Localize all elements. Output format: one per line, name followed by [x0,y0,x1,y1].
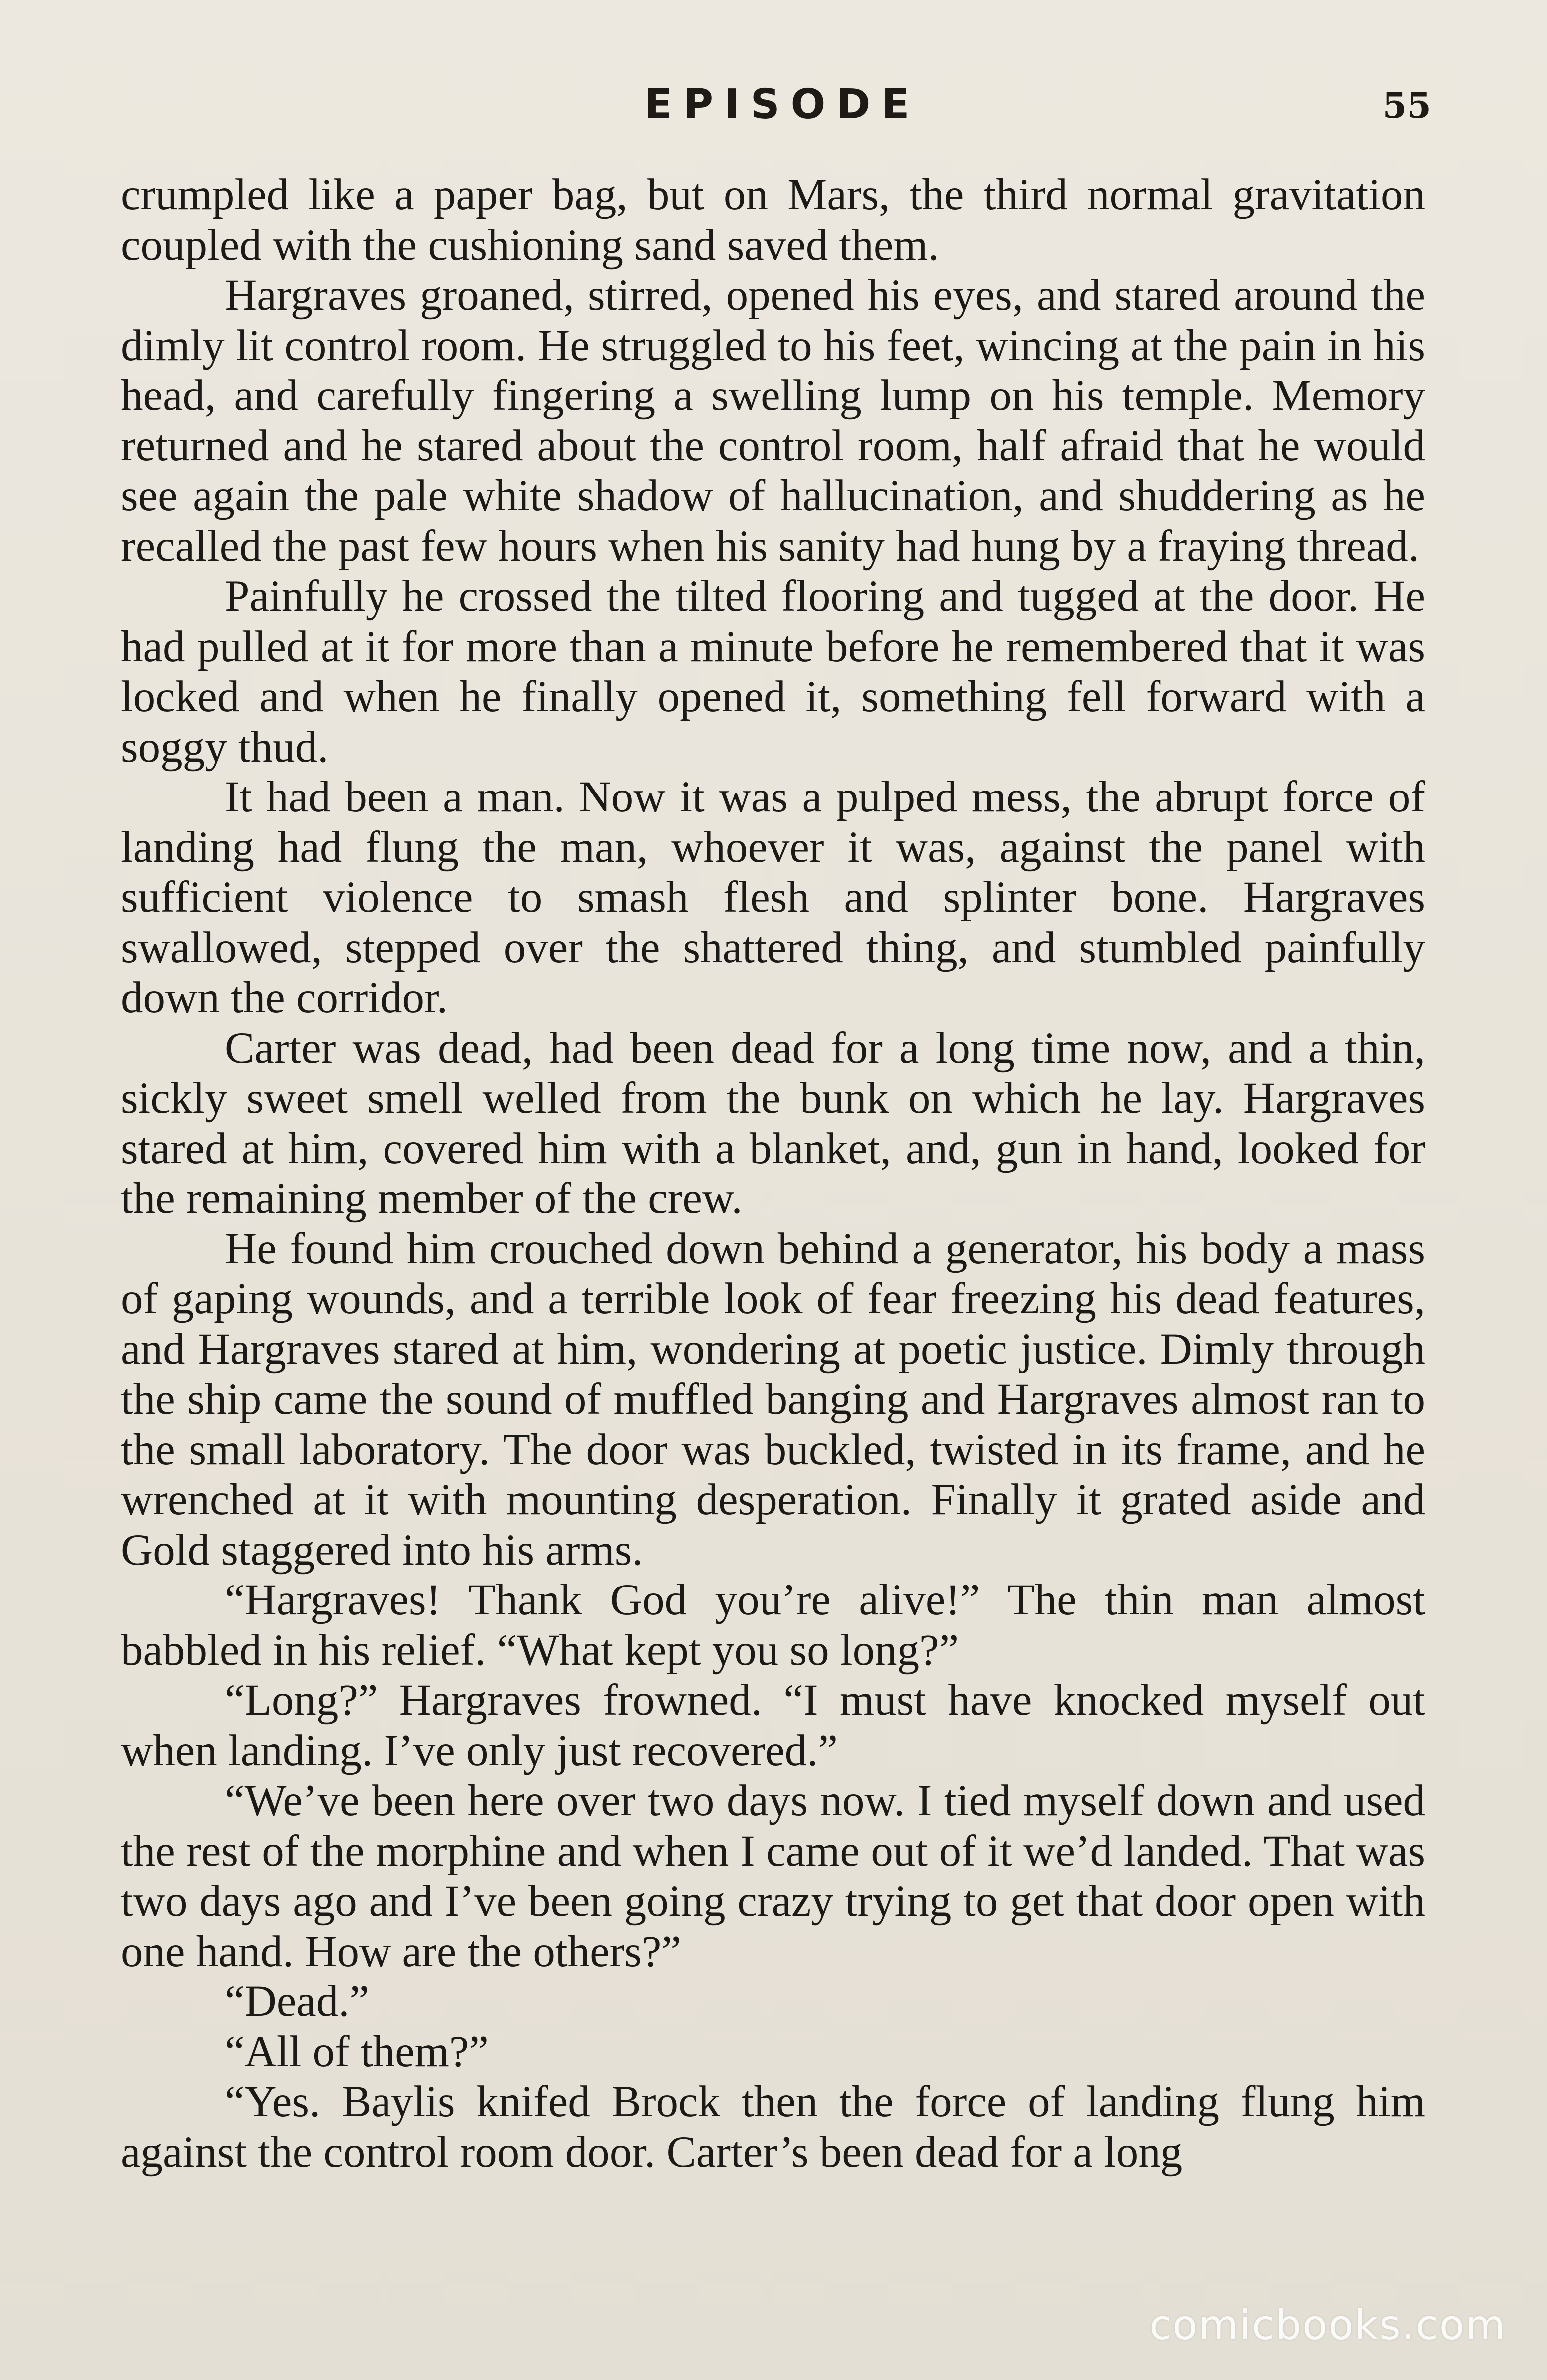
paragraph: Carter was dead, had been dead for a long time now, and a thin, sickly sweet smell welled from the bunk on which he lay. Hargraves stared at him, covered him with a blanket, and, gun in hand, looked for the remaining member of the crew. [121,1023,1425,1223]
paragraph: Hargraves groaned, stirred, opened his eyes, and stared around the dimly lit control room. He struggled to his feet, wincing at the pain in his head, and carefully fingering a swelling lump on his temple. Memory returned and he stared about the control room, half afraid that he would see again the pale white shadow of hallucination, and shuddering as he recalled the past few hours when his sanity had hung by a fraying thread. [121,271,1425,571]
paragraph: “Yes. Baylis knifed Brock then the force of landing flung him against the control room door. Carter’s been dead for a long [121,2077,1425,2177]
paragraph: “Hargraves! Thank God you’re alive!” The thin man almost babbled in his relief. “What kept you so long?” [121,1576,1425,1675]
paragraph: “All of them?” [225,2027,489,2076]
paragraph: “Long?” Hargraves frowned. “I must have knocked myself out when landing. I’ve only just recovered.” [121,1676,1425,1775]
paragraph: He found him crouched down behind a generator, his body a mass of gaping wounds, and a terrible look of fear freezing his dead features, and Hargraves stared at him, wondering at poetic justice. Dimly through the ship came the sound of muffled banging and Hargraves almost ran to the small laboratory. The door was buckled, twisted in its frame, and he wrenched at it with mounting desperation. Finally it grated aside and Gold staggered into his arms. [121,1224,1425,1575]
paragraph: Painfully he crossed the tilted flooring and tugged at the door. He had pulled at it for more than a minute before he remembered that it was locked and when he finally opened it, something fell forward with a soggy thud. [121,572,1425,772]
paragraph: “We’ve been here over two days now. I tied myself down and used the rest of the morphine and when I came out of it we’d landed. That was two days ago and I’ve been going crazy trying to get that door open with one hand. How are the others?” [121,1776,1425,1976]
paragraph: It had been a man. Now it was a pulped mess, the abrupt force of landing had flung the man, whoever it was, against the panel with sufficient violence to smash flesh and splinter bone. Hargraves swallowed, stepped over the shattered thing, and stumbled painfully down the corridor. [121,773,1425,1022]
body-text [121,170,1425,2177]
page-number: 55 [1382,85,1431,126]
watermark: comicbooks.com [1149,2302,1506,2349]
page-header [0,75,1547,135]
paragraph: crumpled like a paper bag, but on Mars, the third normal gravitation coupled with the cushioning sand saved them. [121,170,1425,270]
running-head: EPISODE [644,81,921,128]
paragraph: “Dead.” [225,1977,370,2026]
